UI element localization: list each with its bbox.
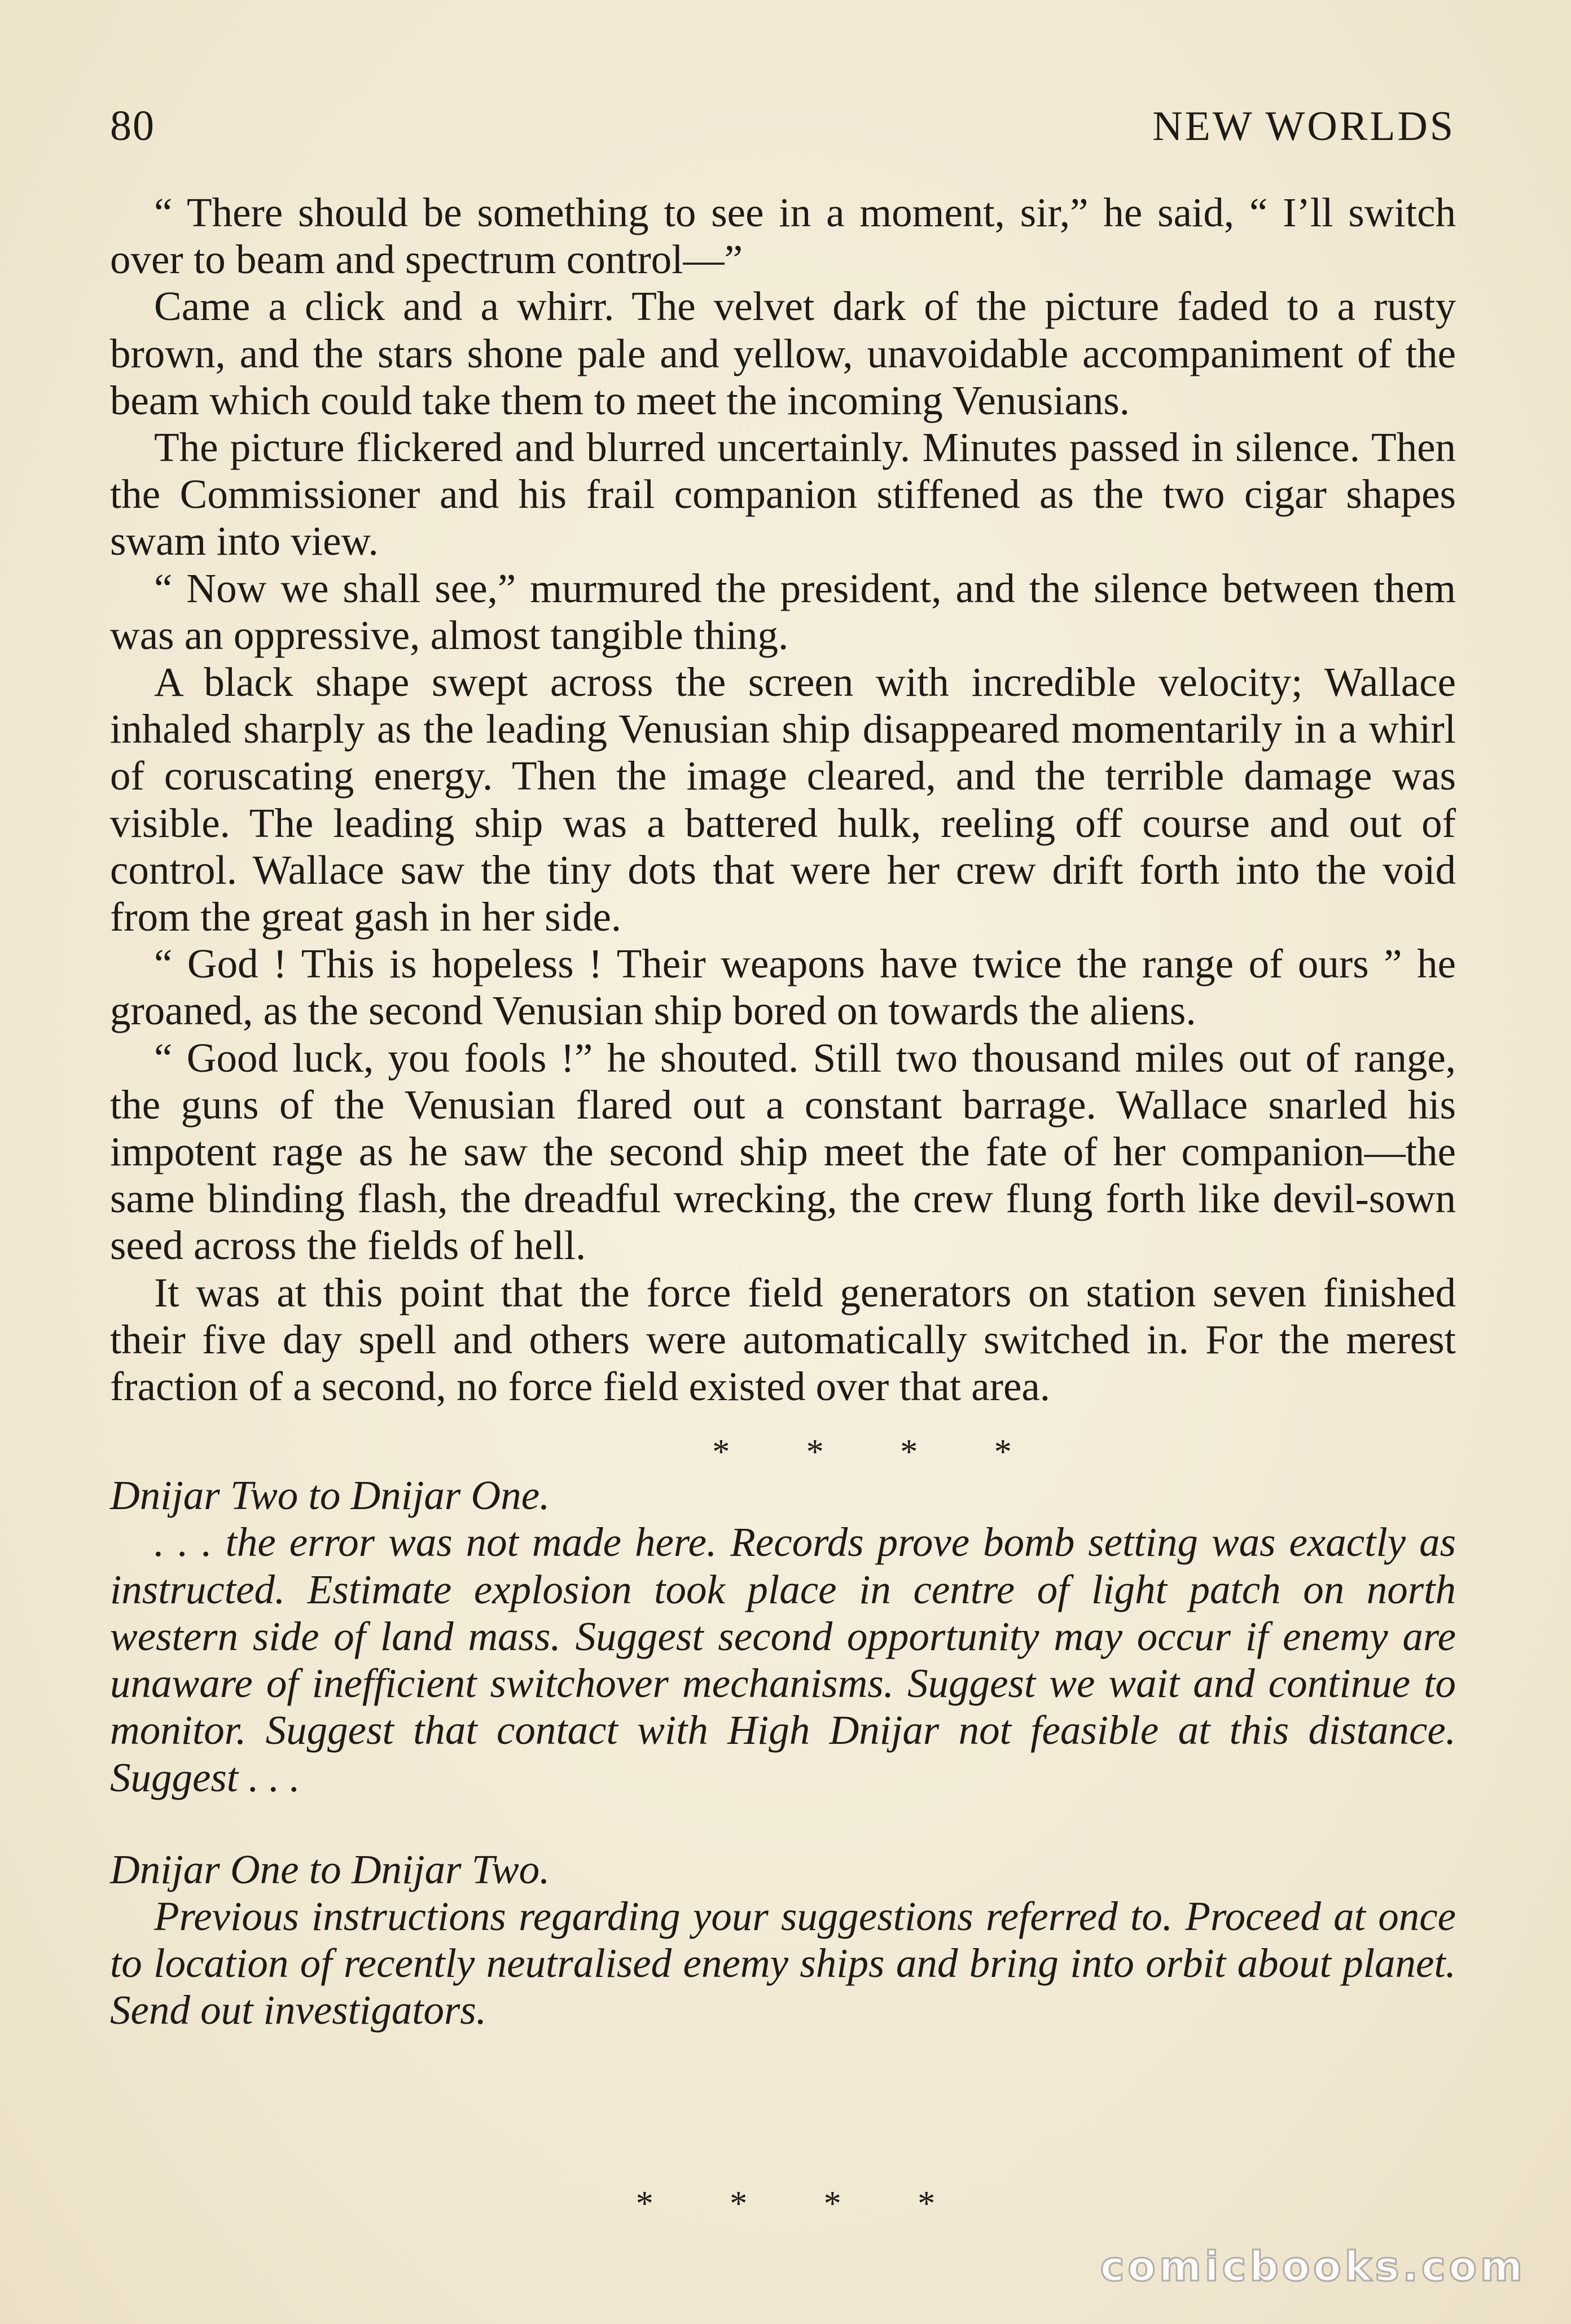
message-body: Previous instructions regarding your suggestions referred to. Proceed at once to location of recently neutralised enemy ships and bring into orbit about planet. Send out investigators.: [110, 1893, 1456, 2033]
running-head: NEW WORLDS: [1152, 103, 1455, 150]
paragraph: Came a click and a whirr. The velvet dark of the picture faded to a rusty brown, and the stars shone pale and yellow, unavoidable accompaniment of the beam which could take them to meet the incoming Venusians.: [110, 283, 1456, 423]
message-heading: Dnijar One to Dnijar Two.: [110, 1846, 550, 1892]
message-body: . . . the error was not made here. Records prove bomb setting was exactly as instructed. Estimate explosion took place in centre of light patch on north western side of land mass. Suggest second opportunity may occur if enemy are unaware of inefficient switchover mechanisms. Suggest we wait and continue to monitor. Suggest that contact with High Dnijar not feasible at this distance. Suggest . . .: [110, 1519, 1456, 1800]
page-header: [110, 102, 1455, 164]
paragraph: “ God ! This is hopeless ! Their weapons have twice the range of ours ” he groaned, as the second Venusian ship bored on towards the aliens.: [110, 941, 1456, 1034]
body-text: [110, 189, 1456, 2034]
paragraph: “ Now we shall see,” murmured the president, and the silence between them was an oppressive, almost tangible thing.: [110, 565, 1456, 658]
paragraph: The picture flickered and blurred uncertainly. Minutes passed in silence. Then the Commissioner and his frail companion stiffened as the two cigar shapes swam into view.: [110, 424, 1456, 564]
page-number: 80: [110, 102, 155, 150]
paragraph: A black shape swept across the screen with incredible velocity; Wallace inhaled sharply as the leading Venusian ship disappeared momentarily in a whirl of coruscating energy. Then the image cleared, and the terrible damage was visible. The leading ship was a battered hulk, reeling off course and out of control. Wallace saw the tiny dots that were her crew drift forth into the void from the great gash in her side.: [110, 659, 1456, 940]
paragraph: “ There should be something to see in a moment, sir,” he said, “ I’ll switch over to beam and spectrum control—”: [110, 190, 1456, 283]
paragraph: “ Good luck, you fools !” he shouted. Still two thousand miles out of range, the guns of the Venusian flared out a constant barrage. Wallace snarled his impotent rage as he saw the second ship meet the fate of her companion—the same blinding flash, the dreadful wrecking, the crew flung forth like devil-sown seed across the fields of hell.: [110, 1034, 1456, 1269]
section-separator: * * * *: [712, 1433, 1046, 1472]
section-separator-bottom: * * * *: [635, 2185, 969, 2223]
message-heading: Dnijar Two to Dnijar One.: [110, 1472, 550, 1519]
spacer: [110, 1801, 1456, 1846]
paragraph: It was at this point that the force field generators on station seven finished their five day spell and others were automatically switched in. For the merest fraction of a second, no force field existed over that area.: [110, 1269, 1456, 1410]
watermark-logo: comicbooks.com: [1100, 2243, 1526, 2290]
